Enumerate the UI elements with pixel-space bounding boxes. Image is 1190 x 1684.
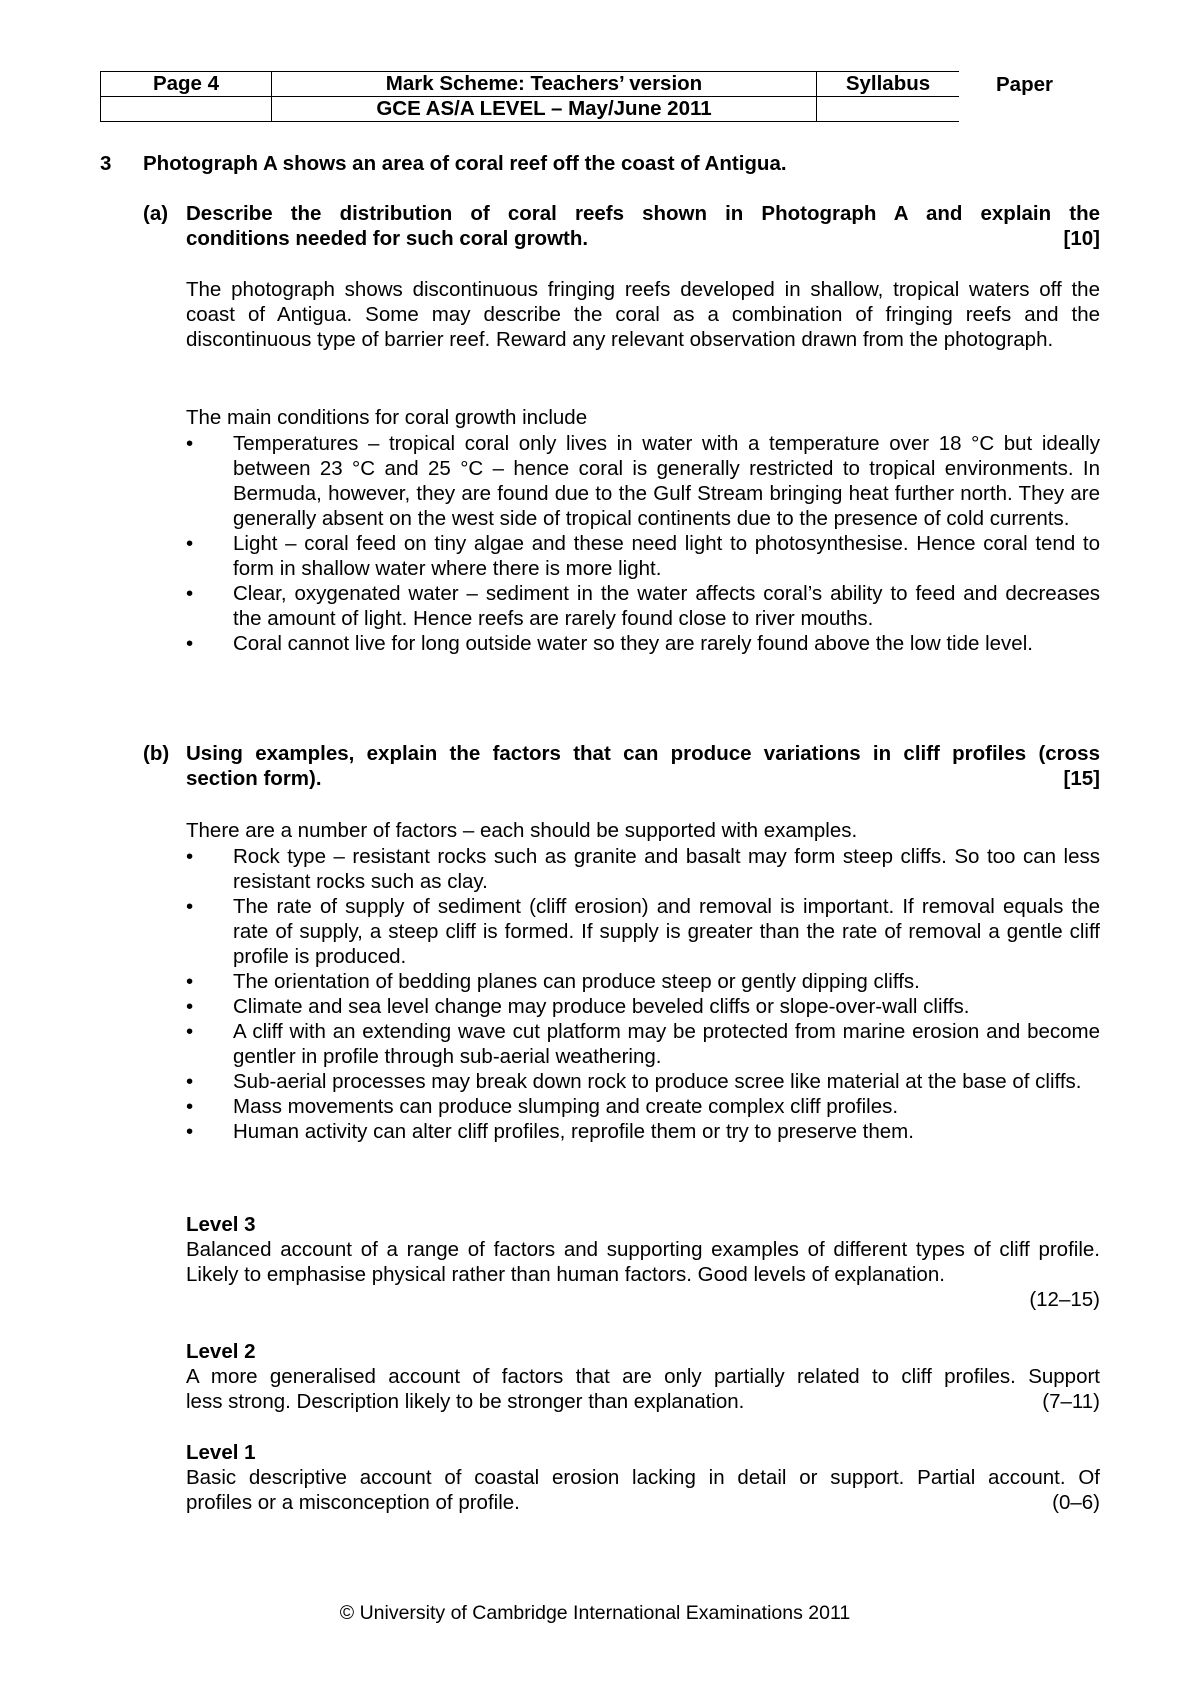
paper-label: Paper [996, 73, 1053, 96]
level-2-text-line1: A more generalised account of factors that are only partially related to cliff profiles. Support [186, 1365, 1100, 1388]
part-b-label: (b) [143, 742, 170, 765]
part-a-question [186, 201, 1100, 251]
part-a-label: (a) [143, 202, 169, 225]
part-b-marks: [15] [1063, 767, 1100, 790]
part-b-question-line2: section form). [15] [186, 767, 1100, 790]
list-item: • Rock type – resistant rocks such as granite and basalt may form steep cliffs. So too can less resistant rocks such as clay. [186, 844, 1100, 894]
exam-session: GCE AS/A LEVEL – May/June 2011 [272, 97, 817, 122]
copyright-footer: © University of Cambridge International Examinations 2011 [339, 1602, 851, 1624]
list-item: • Clear, oxygenated water – sediment in the water affects coral’s ability to feed and decreases the amount of light. Hence reefs are rarely found close to river mouths. [186, 581, 1100, 631]
part-a-question-line1: Describe the distribution of coral reefs shown in Photograph A and explain the [186, 202, 1100, 225]
level-1-text-line2-row [186, 1490, 1100, 1515]
part-a-conditions-list [186, 431, 1100, 656]
level-2-title: Level 2 [186, 1340, 256, 1363]
list-item: • A cliff with an extending wave cut platform may be protected from marine erosion and become gentler in profile through sub-aerial weathering. [186, 1019, 1100, 1069]
level-1-range: (0–6) [1052, 1491, 1100, 1514]
level-3-range: (12–15) [1029, 1288, 1100, 1311]
part-b-intro: There are a number of factors – each should be supported with examples. [186, 819, 858, 842]
list-item: • Climate and sea level change may produce beveled cliffs or slope-over-wall cliffs. [186, 994, 1100, 1019]
question-stem: Photograph A shows an area of coral reef off the coast of Antigua. [143, 152, 787, 175]
level-2-block [186, 1339, 1100, 1414]
level-1-text-line1: Basic descriptive account of coastal erosion lacking in detail or support. Partial account. Of [186, 1466, 1100, 1489]
level-1-block [186, 1440, 1100, 1515]
list-item: • The rate of supply of sediment (cliff erosion) and removal is important. If removal equals the rate of supply, a steep cliff is formed. If supply is greater than the rate of removal a gentle cliff profile is produced. [186, 894, 1100, 969]
level-2-text-line2: less strong. Description likely to be stronger than explanation. [186, 1390, 745, 1413]
header-table [100, 71, 959, 122]
part-a-question-line2: conditions needed for such coral growth. [10] [186, 227, 1100, 250]
document-title: Mark Scheme: Teachers’ version [272, 72, 817, 97]
list-item: • Human activity can alter cliff profiles, reprofile them or try to preserve them. [186, 1119, 1100, 1144]
list-item: • Temperatures – tropical coral only lives in water with a temperature over 18 °C but ideally between 23 °C and 25 °C – hence coral is generally restricted to tropical environments. In Bermuda, however, they are found due to the Gulf Stream bringing heat further north. They are generally absent on the west side of tropical continents due to the presence of cold currents. [186, 431, 1100, 531]
level-3-block [186, 1212, 1100, 1312]
level-2-range: (7–11) [1042, 1390, 1100, 1413]
list-item: • Coral cannot live for long outside water so they are rarely found above the low tide level. [186, 631, 1100, 656]
level-1-text-line2: profiles or a misconception of profile. [186, 1491, 520, 1514]
syllabus-label: Syllabus [817, 72, 960, 97]
question-number: 3 [100, 152, 112, 175]
level-2-text-line2-row [186, 1389, 1100, 1414]
list-item: • Mass movements can produce slumping and create complex cliff profiles. [186, 1094, 1100, 1119]
part-a-answer-paragraph: The photograph shows discontinuous fringing reefs developed in shallow, tropical waters off the coast of Antigua. Some may describe the coral as a combination of fringing reefs and the discontinuous type of barrier reef. Reward any relevant observation drawn from the photograph. [186, 278, 1100, 351]
syllabus-value-cell [817, 97, 960, 122]
part-b-question [186, 741, 1100, 791]
list-item: • The orientation of bedding planes can produce steep or gently dipping cliffs. [186, 969, 1100, 994]
list-item: • Sub-aerial processes may break down rock to produce scree like material at the base of cliffs. [186, 1069, 1100, 1094]
page-number: Page 4 [101, 72, 272, 97]
part-b-question-line1: Using examples, explain the factors that can produce variations in cliff profiles (cross [186, 742, 1100, 765]
level-3-text: Balanced account of a range of factors and supporting examples of different types of cliff profile. Likely to emphasise physical rather than human factors. Good levels of explanation. [186, 1238, 1100, 1286]
part-a-marks: [10] [1063, 227, 1100, 250]
part-a-conditions-intro: The main conditions for coral growth include [186, 406, 588, 429]
part-b-factors-list [186, 844, 1100, 1144]
level-1-title: Level 1 [186, 1441, 256, 1464]
level-3-title: Level 3 [186, 1213, 256, 1236]
list-item: • Light – coral feed on tiny algae and these need light to photosynthesise. Hence coral tend to form in shallow water where there is more light. [186, 531, 1100, 581]
header-empty-cell [101, 97, 272, 122]
